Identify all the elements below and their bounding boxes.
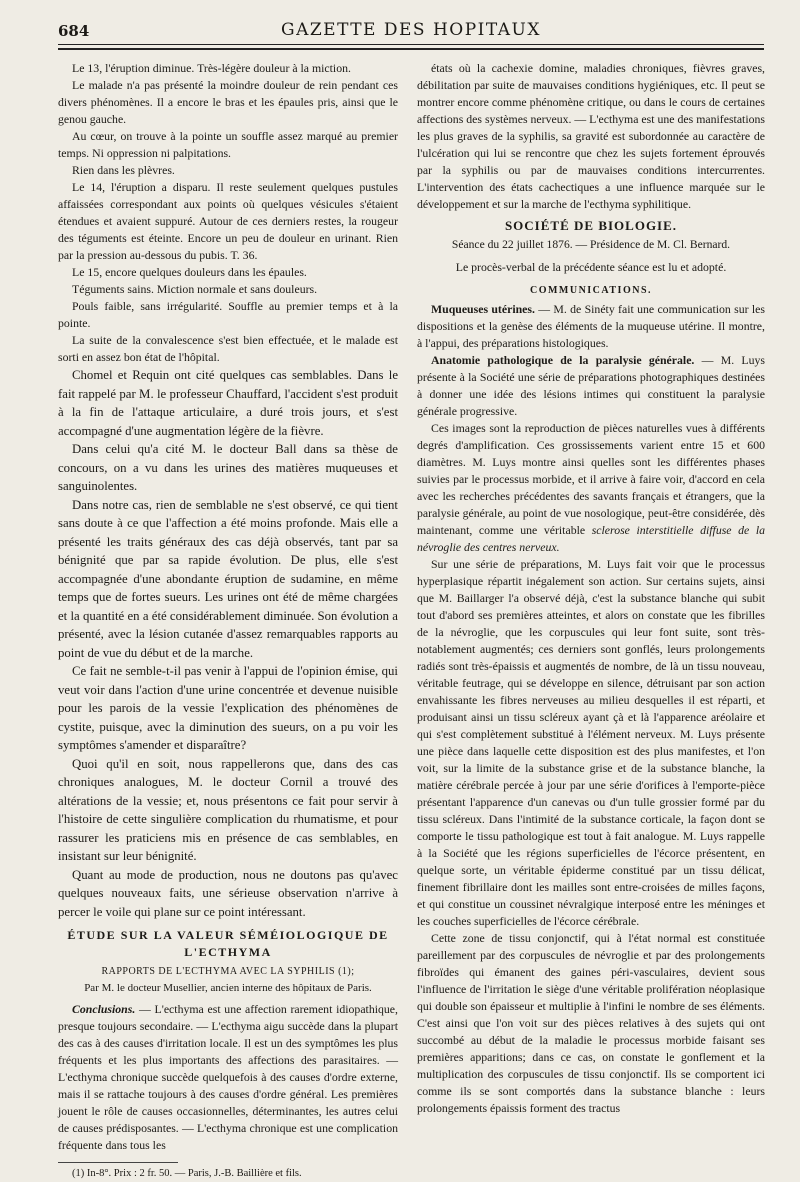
header-rule (58, 44, 764, 45)
paragraph (58, 1001, 398, 1154)
paragraph: Le malade n'a pas présenté la moindre douleur de rein pendant ces divers phénomènes. Il a encore le bras et les épaules pris, ainsi que le genou gauche. (58, 78, 398, 126)
paragraph: Chomel et Requin ont cité quelques cas semblables. Dans le fait rappelé par M. le professeur Chauffard, l'accident s'est produit à la fin de l'attaque articulaire, a duré trois jours, et s'est accompagné d'une augmentation légère de la fièvre. (58, 368, 398, 438)
seance-line: Séance du 22 juillet 1876. — Présidence de M. Cl. Bernard. (451, 238, 731, 251)
paragraph (417, 420, 765, 556)
paragraph-emphasis: sclerose interstitielle diffuse de la névroglie des centres nerveux. (417, 523, 766, 554)
paragraph-body: — L'ecthyma est une affection rarement idiopathique, presque toujours secondaire. — L'ecthyma aigu succède dans la plupart des cas à des causes d'irritation locale. Il est un des symptômes les plus fréquents et les plus importants des affections des parasitaires. — L'ecthyma chronique succède quelquefois à des causes d'ordre externe, mais il se rattache toujours à des causes d'ordre général. Les premières jouent le rôle de causes occasionnelles, déterminantes, les autres celui de causes prédisposantes. — L'ecthyma chronique est une complication fréquente dans tous les (58, 1002, 398, 1152)
page-header (58, 16, 764, 42)
communications-heading: COMMUNICATIONS. (529, 285, 653, 296)
paragraph-body: Ces images sont la reproduction de pièces naturelles vues à différents degrés d'amplification. Ces grossissements varient entre 15 et 600 diamètres. M. Luys montre ainsi quelles sont les différentes phases suivies par le processus morbide, et il arrive à faire voir, d'accord en cela avec les recherches précédentes des savants français et étrangers, que la paralysie générale, au point de vue nosologique, peut-être considérée, dès maintenant, comme une véritable (417, 421, 765, 537)
paragraph: Quoi qu'il en soit, nous rappellerons que, dans des cas chroniques analogues, M. le docteur Cornil a trouvé des altérations de la vessie; et, nous présentons ce fait pour servir à l'histoire de cette singulière complication du rhumatisme, et pour rassurer les praticiens mis en présence de cas semblables, en insistant sur leur bénignité. (58, 756, 398, 863)
paragraph: états où la cachexie domine, maladies chroniques, fièvres graves, débilitation par suite de mauvaises conditions hygiéniques, etc. Il peut se montrer encore comme phénomène critique, ou dans le cours de certaines affections des systèmes nerveux. — L'ecthyma est une des manifestations les plus graves de la syphilis, sa gravité est subordonnée au caractère de l'ulcération qui lui se rencontre que chez les sujets fortement éprouvés par la syphilis ou par de mauvaises conditions intercurrentes. L'intervention des états cachectiques a une influence marquée sur le développement et sur la marche de l'ecthyma syphilitique. (417, 61, 765, 211)
paragraph: Cette zone de tissu conjonctif, qui à l'état normal est constituée pareillement par des corpuscules de névroglie et par des prolongements fibroïdes qui émanent des gaines péri-vasculaires, devient sous l'influence de l'irritation le siège d'une véritable prolifération néoplasique qui double son épaisseur et multiplie à l'infini le nombre de ses éléments. C'est ainsi que l'on voit sur des pièces relatives à des sujets qui ont succombé au début de la maladie le processus morbide faisant ses premières apparitions; dans ce cas, on constate le gonflement et la multiplication des corpuscules de tissu conjonctif. Ils se comportent ici comme ils se sont comportés dans la substance blanche : leurs prolongements épaissis forment des tractus (417, 931, 765, 1115)
paragraph: Ce fait ne semble-t-il pas venir à l'appui de l'opinion émise, qui veut voir dans l'action d'une urine concentrée et devenue nuisible pour les parois de la vessie l'explication des phénomènes de cystite, puisque, avec la diminution des sueurs, on a pu voir les symptômes s'amender et disparaître? (58, 664, 398, 752)
footnote: (1) In-8°. Prix : 2 fr. 50. — Paris, J.-B. Baillière et fils. (72, 1168, 302, 1179)
paragraph: Le 14, l'éruption a disparu. Il reste seulement quelques pustules affaissées correspondant aux points où quelques vésicules s'étaient étendues et avaient suppuré. Autour de ces derniers restes, la rougeur des téguments est éteinte. Encore un peu de douleur en urinant. Rien par la pression au-dessous du pubis. T. 36. (58, 180, 398, 262)
paragraph: Pouls faible, sans irrégularité. Souffle au premier temps et à la pointe. (58, 299, 398, 330)
paragraph: Au cœur, on trouve à la pointe un souffle assez marqué au premier temps. Ni oppression ni palpitations. (58, 129, 398, 160)
paragraph (417, 352, 765, 420)
section-subtitle: RAPPORTS DE L'ECTHYMA AVEC LA SYPHILIS (1); (101, 966, 355, 977)
paragraph-body: — M. Luys présente à la Société une série de préparations photographiques destinées à donner une idée des lésions intimes qui constituent la paralysie générale progressive. (417, 353, 765, 418)
header-rule-thick (58, 48, 764, 50)
paragraph: Dans celui qu'a cité M. le docteur Ball dans sa thèse de concours, on a vu dans les urines des matières muqueuses et sanguinolentes. (58, 442, 398, 493)
paragraph: Sur une série de préparations, M. Luys fait voir que le processus hyperplasique répartit inégalement son action. Sur certains sujets, ainsi que M. Baillarger l'a observé déjà, c'est la substance blanche qui subit tout d'abord ses premières atteintes, et alors on constate que les fibrilles de la névroglie, que les corpuscules qui leur font suite, sont très-notablement augmentés; ces derniers sont gonflés, leurs prolongements radiés sont très-épaissis et augmentés de nombre, de là un tissu nouveau, véritable feutrage, qui se développe en silence, détruisant par son action envahissante les fibres nerveuses au milieu desquelles il est réparti, et produisant ainsi un tissu scléreux ayant çà et là l'apparence aréolaire et qui s'est complètement substitué à l'élément nerveux. M. Luys présente une pièce dans laquelle cette disposition est des plus manifestes, et l'on voit, sur la limite de la substance grise et de la substance blanche, la matière cérébrale percée à jour par une série d'orifices à l'emporte-pièce présentant l'apparence d'un canevas ou d'un tulle grossier formé par du tissu scléreux. Dans l'intimité de la substance corticale, la façon dont se comporte le tissu pathologique est tout à fait analogue. M. Luys rappelle à la Société que les régions superficielles de l'écorce présentent, en quelque sorte, un véritable épiderme constitué par un tissu délicat, finement fibrillaire dont les mailles sont entre-croisées de milles façons, et qui constitue un coussinet névralgique interposé entre les méninges et les couches superficielles de l'écorce cérébrale. (417, 557, 765, 928)
right-column (417, 60, 766, 1115)
paragraph: Rien dans les plèvres. (72, 163, 175, 177)
society-heading: SOCIÉTÉ DE BIOLOGIE. (504, 218, 678, 233)
paragraph: Le 13, l'éruption diminue. Très-légère douleur à la miction. (72, 61, 351, 75)
paragraph-body: — M. de Sinéty fait une communication sur les dispositions et la genèse des éléments de la muqueuse utérine. Il montre, à l'appui, des préparations histologiques. (417, 302, 765, 350)
page-number: 684 (58, 22, 90, 40)
section-author: Par M. le docteur Musellier, ancien interne des hôpitaux de Paris. (84, 982, 372, 994)
paragraph: La suite de la convalescence s'est bien effectuée, et le malade est sorti en assez bon état de l'hôpital. (58, 333, 398, 364)
paragraph: Dans notre cas, rien de semblable ne s'est observé, ce qui tient sans doute à ce que l'affection a été moins profonde. Mais elle a présenté les traits généraux des cas déjà observés, tant par sa bénignité que par sa rapide évolution. De plus, elle s'est accompagnée d'une abondante éruption de sudamine, en même temps que de fortes sueurs. Les urines ont été de même chargées et la quantité en a été considérablement diminuée. Son évolution a présenté, avec la lésion cutanée d'assez remarquables rapports au point de vue du début et de la marche. (58, 497, 398, 660)
proces-verbal: Le procès-verbal de la précédente séance est lu et adopté. (455, 260, 727, 274)
paragraph (417, 301, 765, 352)
paragraph-lead: Muqueuses utérines. (431, 302, 535, 316)
section-title: ÉTUDE SUR LA VALEUR SÉMÉIOLOGIQUE DE L'ECTHYMA (67, 928, 389, 959)
paragraph: Téguments sains. Miction normale et sans douleurs. (72, 282, 318, 296)
paragraph-lead: Conclusions. (72, 1002, 136, 1016)
running-title: GAZETTE DES HOPITAUX (280, 20, 541, 40)
paragraph-lead: Anatomie pathologique de la paralysie générale. (431, 353, 695, 367)
paragraph: Quant au mode de production, nous ne doutons pas qu'avec quelques nouveaux faits, une sérieuse observation n'arrive à percer le voile qui plane sur ce point intéressant. (58, 867, 398, 919)
paragraph: Le 15, encore quelques douleurs dans les épaules. (72, 265, 307, 279)
left-column (58, 60, 398, 1179)
